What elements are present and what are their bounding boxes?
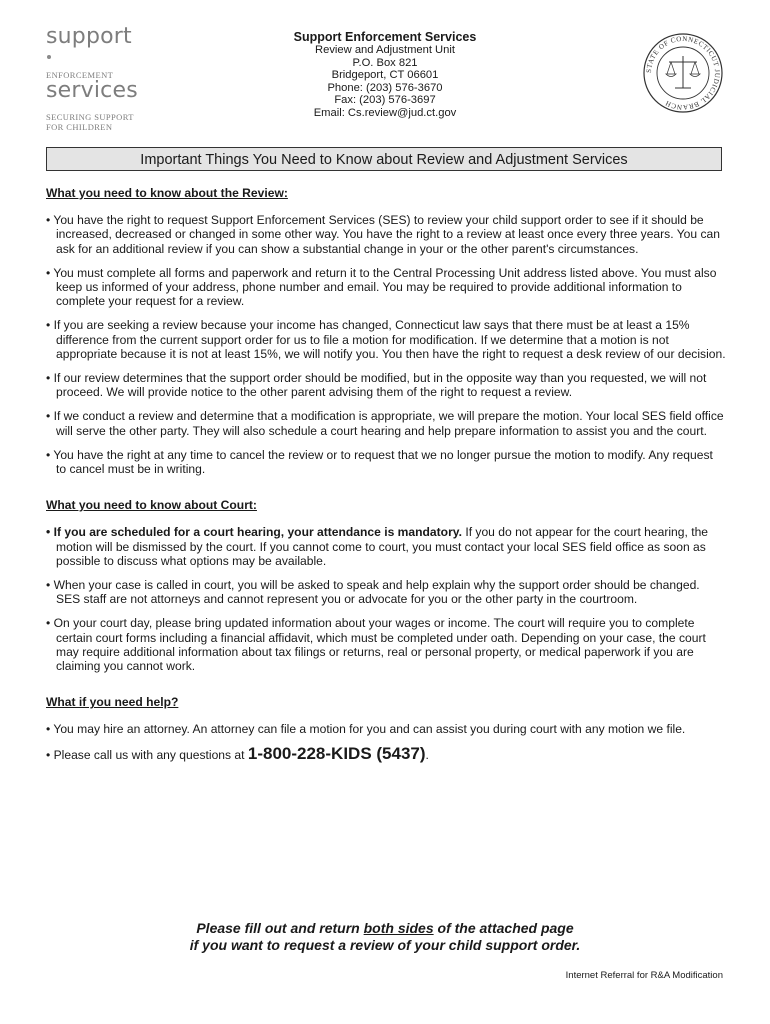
help-call-text: • Please call us with any questions at: [46, 747, 248, 762]
review-item: • You have the right to request Support Enforcement Services (SES) to review your child support order to see if it should be increased, decreased or changed in some other way. You have the right to a review at least once every three years. You can ask for an additional review if you can show a substantial change in your or the other parent's circumstances.: [46, 213, 720, 256]
ses-logo: [46, 26, 136, 132]
closing-line2: if you want to request a review of your child support order.: [189, 936, 581, 953]
logo-tagline-2: FOR CHILDREN: [46, 122, 113, 132]
review-heading: What you need to know about the Review:: [46, 186, 288, 200]
review-item: • If we conduct a review and determine that a modification is appropriate, we will prepare the motion. Your local SES field office will serve the other party. They will also schedule a court hearing and help prepare information to assist you and the court.: [46, 409, 724, 438]
logo-word-enforcement: ENFORCEMENT: [46, 70, 114, 80]
form-footer: Internet Referral for R&A Modification: [565, 970, 723, 981]
email-line: Email: Cs.review@jud.ct.gov: [313, 106, 457, 119]
help-call-suffix: .: [425, 747, 429, 762]
court-item: • On your court day, please bring updated information about your wages or income. The court will require you to complete certain court forms including a financial affidavit, which must be completed under oath. Depending on your case, the court may require additional information about tax filings or returns, real or personal property, or medical paperwork if you are claiming you cannot work.: [46, 616, 706, 674]
unit-name: Review and Adjustment Unit: [315, 44, 455, 56]
fax-line: Fax: (203) 576-3697: [334, 94, 436, 107]
agency-header: [230, 30, 540, 120]
court-item-bold: • If you are scheduled for a court hearing, your attendance is mandatory.: [46, 525, 462, 540]
state-seal-icon: [642, 32, 724, 114]
court-item: [46, 525, 726, 568]
court-heading: What you need to know about Court:: [46, 498, 257, 513]
po-box: P.O. Box 821: [352, 56, 418, 69]
review-item: • If our review determines that the support order should be modified, but in the opposite way than you requested, we will not proceed. We will provide notice to the other parent advising them of the right to request a review.: [46, 371, 707, 400]
seal-text: STATE OF CONNECTICUT JUDICIAL BRANCH: [644, 34, 722, 112]
closing-part1: Please fill out and return: [196, 920, 364, 936]
city-line: Bridgeport, CT 06601: [331, 69, 439, 82]
page-title: Important Things You Need to Know about Review and Adjustment Services: [46, 147, 722, 171]
hotline-number: 1-800-228-KIDS (5437): [247, 743, 426, 763]
court-item-rest: If you do not appear for the court hearing, the motion will be dismissed by the court. If you cannot come to court, you must contact your local SES field office as soon as possible to discuss what options may be available.: [56, 525, 709, 568]
closing-part2: of the attached page: [433, 920, 574, 936]
review-item: • If you are seeking a review because your income has changed, Connecticut law says that there must be at least a 15% difference from the current support order for us to file a motion for modification. If we determine that a motion is not appropriate because it is not at least 15%, we will notify you. You then have the right to request a desk review of our decision.: [46, 318, 726, 361]
help-heading: What if you need help?: [46, 695, 179, 710]
review-item: • You have the right at any time to cancel the review or to request that we no longer pursue the motion to modify. Any request to cancel must be in writing.: [46, 447, 713, 477]
logo-word-services: services: [46, 78, 138, 103]
phone-line: Phone: (203) 576-3670: [327, 81, 443, 94]
closing-underlined: both sides: [363, 920, 434, 936]
main-content: [46, 186, 726, 772]
agency-name: Support Enforcement Services: [293, 30, 477, 44]
court-item: • When your case is called in court, you will be asked to speak and help explain why the support order should be changed. SES staff are not attorneys and cannot represent you or advocate for you or the other party in the courtroom.: [46, 578, 700, 607]
leaf-icon: [46, 55, 52, 65]
closing-instruction: [120, 920, 650, 953]
logo-word-support: support: [46, 26, 136, 70]
help-item: • You may hire an attorney. An attorney can file a motion for you and can assist you during court with any motion we file.: [46, 722, 686, 737]
logo-tagline-1: SECURING SUPPORT: [46, 112, 134, 122]
review-item: • You must complete all forms and paperwork and return it to the Central Processing Unit address listed above. You must also keep us informed of your address, phone number and email. You may be required to provide additional information to complete your request for a review.: [46, 265, 717, 309]
help-item: [46, 743, 726, 763]
